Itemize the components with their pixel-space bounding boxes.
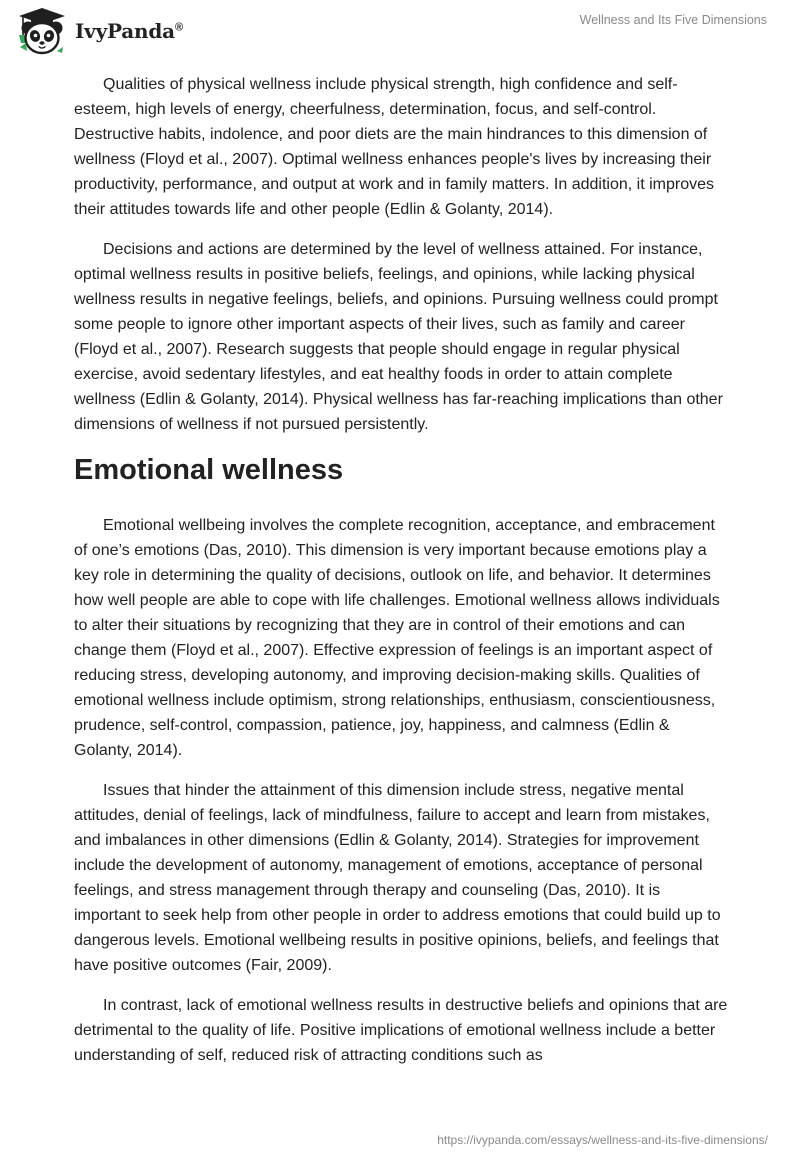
document-title: Wellness and Its Five Dimensions bbox=[579, 13, 767, 27]
paragraph: Issues that hinder the attainment of this dimension include stress, negative mental attitudes, denial of feelings, lack of mindfulness, failure to accept and learn from mistakes, and imbalances in other dimensions (Edlin & Golanty, 2014). Strategies for improvement include the development of autonomy, management of emotions, acceptance of personal feelings, and stress management through therapy and counseling (Das, 2010). It is important to seek help from other people in order to address emotions that could build up to dangerous levels. Emotional wellbeing results in positive opinions, beliefs, and feelings that have positive outcomes (Fair, 2009). bbox=[74, 782, 721, 974]
paragraph: In contrast, lack of emotional wellness results in destructive beliefs and opinions that are detrimental to the quality of life. Positive implications of emotional wellness include a better understanding of self, reduced risk of attracting conditions such as bbox=[74, 997, 728, 1064]
source-url-link[interactable]: https://ivypanda.com/essays/wellness-and-its-five-dimensions/ bbox=[437, 1133, 768, 1147]
brand-logo[interactable] bbox=[15, 7, 183, 55]
essay-body bbox=[74, 72, 729, 1083]
paragraph: Decisions and actions are determined by the level of wellness attained. For instance, optimal wellness results in positive beliefs, feelings, and opinions, while lacking physical wellness results in negative feelings, beliefs, and opinions. Pursuing wellness could prompt some people to ignore other important aspects of their lives, such as family and career (Floyd et al., 2007). Research suggests that people should engage in regular physical exercise, avoid sedentary lifestyles, and eat healthy foods in order to attain complete wellness (Edlin & Golanty, 2014). Physical wellness has far-reaching implications than other dimensions of wellness if not pursued persistently. bbox=[74, 241, 723, 433]
paragraph: Qualities of physical wellness include physical strength, high confidence and self-esteem, high levels of energy, cheerfulness, determination, focus, and self-control. Destructive habits, indolence, and poor diets are the main hindrances to this dimension of wellness (Floyd et al., 2007). Optimal wellness enhances people's lives by increasing their productivity, performance, and output at work and in family matters. In addition, it improves their attitudes towards life and other people (Edlin & Golanty, 2014). bbox=[74, 76, 714, 218]
brand-name: IvyPanda® bbox=[75, 19, 183, 43]
panda-logo-icon bbox=[15, 7, 69, 55]
section-heading: Emotional wellness bbox=[74, 454, 344, 486]
paragraph: Emotional wellbeing involves the complete recognition, acceptance, and embracement of one’s emotions (Das, 2010). This dimension is very important because emotions play a key role in determining the quality of decisions, outlook on life, and behavior. It determines how well people are able to cope with life challenges. Emotional wellness allows individuals to alter their situations by recognizing that they are in control of their emotions and can change them (Floyd et al., 2007). Effective expression of feelings is an important aspect of reducing stress, developing autonomy, and improving decision-making skills. Qualities of emotional wellness include optimism, strong relationships, enthusiasm, conscientiousness, prudence, self-control, compassion, patience, joy, happiness, and calmness (Edlin & Golanty, 2014). bbox=[74, 517, 720, 759]
page-header bbox=[0, 0, 800, 60]
registered-mark: ® bbox=[174, 21, 183, 34]
